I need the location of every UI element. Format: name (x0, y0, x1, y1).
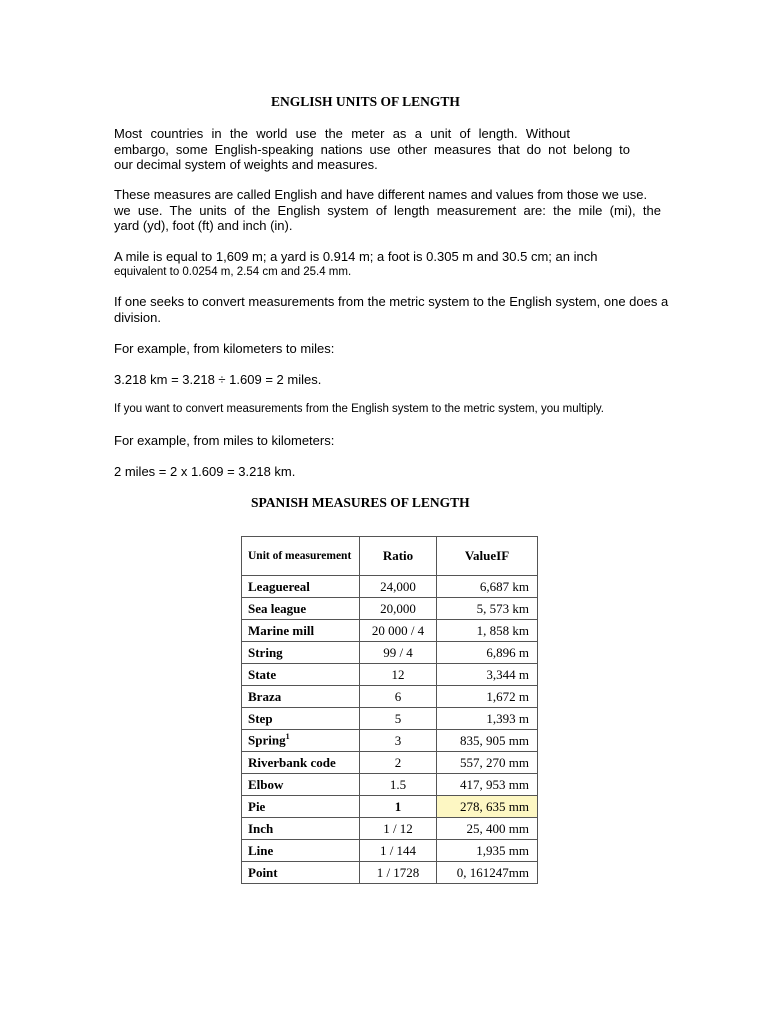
text-line: equivalent to 0.0254 m, 2.54 cm and 25.4 mm. (114, 265, 352, 278)
text-line: A mile is equal to 1,609 m; a yard is 0.914 m; a foot is 0.305 m and 30.5 cm; an inch (114, 249, 598, 264)
unit-name: Step (248, 710, 273, 726)
unit-name: Inch (248, 820, 274, 836)
value-cell: 1,393 m (437, 708, 538, 730)
value-cell: 557, 270 mm (437, 752, 538, 774)
example-miles-to-km-label (114, 433, 682, 449)
example-km-to-miles-label (114, 341, 682, 357)
example-km-to-miles-formula (114, 372, 682, 388)
table-row (242, 818, 538, 840)
ratio-cell: 20 000 / 4 (360, 620, 437, 642)
unit-name: Elbow (248, 776, 284, 792)
table-row (242, 664, 538, 686)
unit-cell (242, 840, 360, 862)
value-cell: 1, 858 km (437, 620, 538, 642)
table-row (242, 642, 538, 664)
value-cell: 417, 953 mm (437, 774, 538, 796)
unit-cell (242, 752, 360, 774)
table-row (242, 686, 538, 708)
ratio-cell: 1 / 12 (360, 818, 437, 840)
text-line: For example, from kilometers to miles: (114, 341, 335, 356)
ratio-cell: 1.5 (360, 774, 437, 796)
text-line: If one seeks to convert measurements from the metric system to the English system, one does a (114, 294, 669, 309)
paragraph-equivalences (114, 249, 682, 280)
text-line: For example, from miles to kilometers: (114, 433, 335, 448)
unit-name: Leaguereal (248, 578, 310, 594)
unit-cell (242, 862, 360, 884)
table-body (242, 576, 538, 884)
table-row (242, 708, 538, 730)
column-header-ratio: Ratio (360, 537, 437, 576)
paragraph-intro (114, 126, 682, 173)
table-row (242, 862, 538, 884)
ratio-cell: 24,000 (360, 576, 437, 598)
value-cell: 278, 635 mm (437, 796, 538, 818)
unit-cell (242, 664, 360, 686)
unit-cell (242, 818, 360, 840)
table-row (242, 752, 538, 774)
ratio-cell: 2 (360, 752, 437, 774)
table-row (242, 730, 538, 752)
value-cell: 5, 573 km (437, 598, 538, 620)
unit-cell (242, 576, 360, 598)
unit-cell (242, 774, 360, 796)
value-cell: 1,935 mm (437, 840, 538, 862)
unit-name: Sea league (248, 600, 307, 616)
table-row (242, 620, 538, 642)
text-line: we use. The units of the English system of length measurement are: the mile (mi), the (114, 202, 661, 218)
paragraph-conversion-division (114, 294, 682, 325)
ratio-cell: 1 / 144 (360, 840, 437, 862)
unit-cell (242, 708, 360, 730)
text-line: 3.218 km = 3.218 ÷ 1.609 = 2 miles. (114, 372, 322, 387)
table-row (242, 796, 538, 818)
value-cell: 25, 400 mm (437, 818, 538, 840)
ratio-cell: 6 (360, 686, 437, 708)
ratio-cell: 1 (360, 796, 437, 818)
unit-name: Point (248, 864, 278, 880)
text-line: our decimal system of weights and measures. (114, 157, 378, 172)
unit-name: Line (248, 842, 274, 858)
ratio-cell: 3 (360, 730, 437, 752)
ratio-cell: 99 / 4 (360, 642, 437, 664)
value-cell: 0, 161247mm (437, 862, 538, 884)
ratio-cell: 1 / 1728 (360, 862, 437, 884)
value-cell: 1,672 m (437, 686, 538, 708)
unit-name: String (248, 644, 283, 660)
table-row (242, 774, 538, 796)
text-line: yard (yd), foot (ft) and inch (in). (114, 218, 293, 233)
table-row (242, 576, 538, 598)
ratio-cell: 5 (360, 708, 437, 730)
paragraph-conversion-multiply (114, 402, 682, 418)
table-title: SPANISH MEASURES OF LENGTH (251, 495, 470, 510)
unit-name: Pie (248, 798, 266, 814)
ratio-cell: 12 (360, 664, 437, 686)
spanish-measures-table (241, 536, 538, 884)
unit-cell (242, 598, 360, 620)
unit-name: State (248, 666, 277, 682)
value-cell: 835, 905 mm (437, 730, 538, 752)
value-cell: 6,896 m (437, 642, 538, 664)
table-header-row (242, 537, 538, 576)
column-header-value: ValueIF (437, 537, 538, 576)
page-title: ENGLISH UNITS OF LENGTH (271, 94, 460, 109)
text-line: These measures are called English and have different names and values from those we use. (114, 187, 648, 202)
value-cell: 3,344 m (437, 664, 538, 686)
table-row (242, 598, 538, 620)
unit-cell (242, 642, 360, 664)
value-cell: 6,687 km (437, 576, 538, 598)
ratio-cell: 20,000 (360, 598, 437, 620)
text-line: If you want to convert measurements from the English system to the metric system, you multiply. (114, 403, 604, 415)
text-line: 2 miles = 2 x 1.609 = 3.218 km. (114, 464, 296, 479)
column-header-unit: Unit of measurement (242, 537, 360, 576)
unit-cell (242, 730, 360, 752)
unit-name: Marine mill (248, 622, 315, 638)
footnote-marker: 1 (285, 732, 290, 742)
unit-cell (242, 796, 360, 818)
unit-name: Braza (248, 688, 282, 704)
unit-name: Spring (248, 732, 286, 748)
unit-name: Riverbank code (248, 754, 336, 770)
text-line: embargo, some English-speaking nations use other measures that do not belong to (114, 141, 630, 157)
text-line: Most countries in the world use the meter as a unit of length. Without (114, 126, 570, 141)
text-line: division. (114, 309, 161, 325)
table-row (242, 840, 538, 862)
unit-cell (242, 686, 360, 708)
paragraph-english-measures (114, 187, 682, 234)
unit-cell (242, 620, 360, 642)
example-miles-to-km-formula (114, 464, 682, 480)
